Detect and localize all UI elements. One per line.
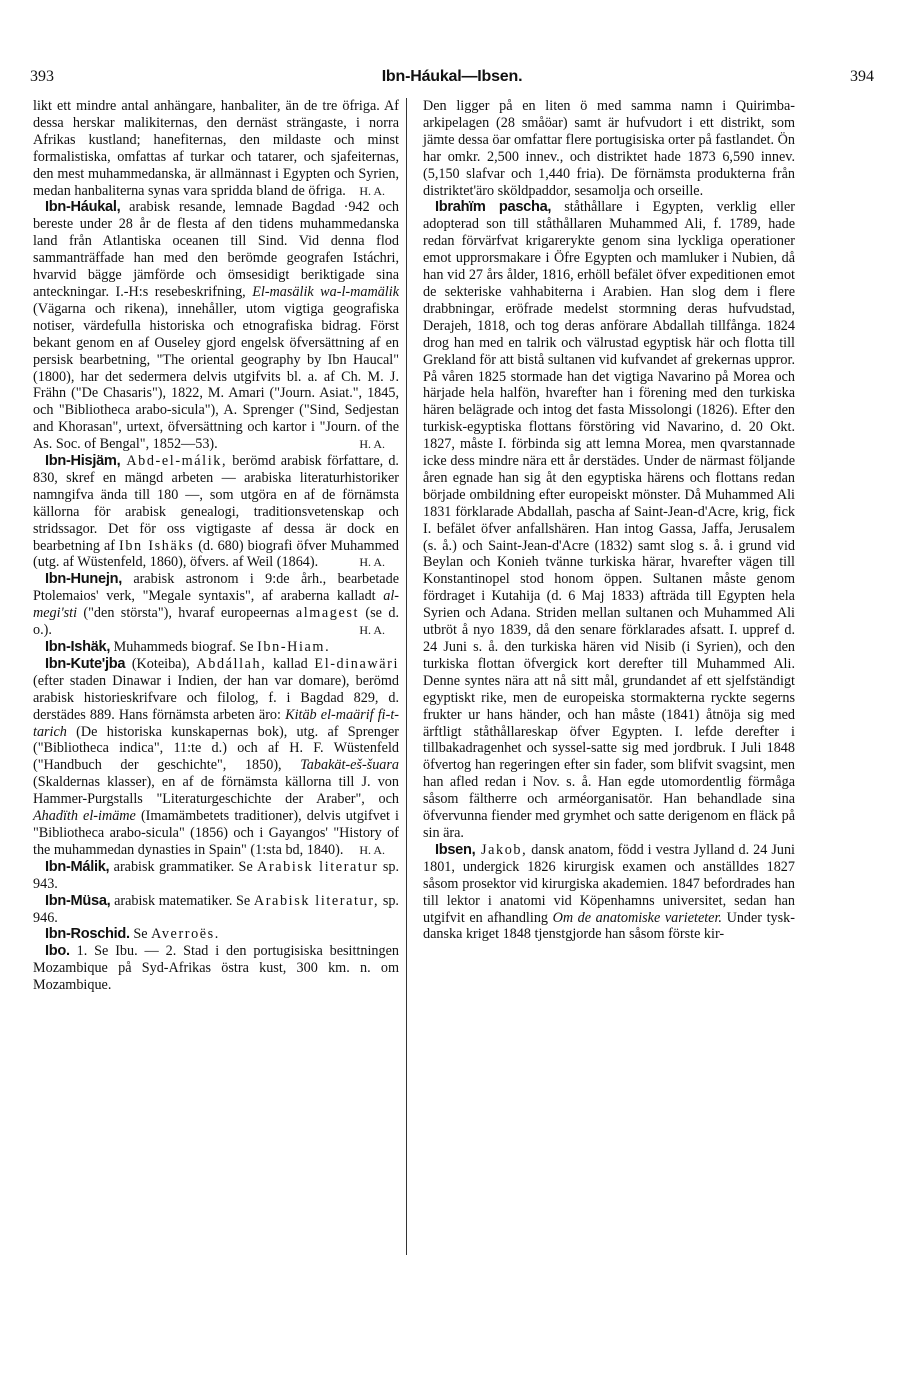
entry-ibn-kutejba xyxy=(33,656,399,859)
entry-text: arabisk grammatiker. Se xyxy=(109,858,258,875)
entry-text: (Imamämbetets traditioner), delvis utgifvet i "Bibliotheca arabo-sicula" (1856) och i Gayangos' "History of the muhammedan dynasties in Spain" (1:sta bd, 1840). xyxy=(33,808,399,858)
entry-text: berömd arabisk författare, d. 830, skref en mängd arbeten — arabiska literaturhistoriker namngifva ända till 180 —, som utgöra en af de förnämsta källorna för arabisk genealogi, traditionsvetenskap och stridssagor. Det för oss vigtigaste af dessa är dock en bearbetning af xyxy=(33,453,399,554)
entry-text: arabisk astronom i 9:de årh., bearbetade Ptolemaios' verk, "Megale syntaxis", af araberna kalladt xyxy=(33,571,399,605)
entry-ibn-malik xyxy=(33,859,399,893)
entry-ibn-hisjam xyxy=(33,453,399,571)
right-page-number: 394 xyxy=(850,68,874,85)
entry-spaced: El-dinawäri xyxy=(314,655,399,672)
paragraph-text: Den ligger på en liten ö med samma namn i Quirimba-arkipelagen (28 småöar) samt är hufvudort i ett distrikt, som jämte dessa öar omfattar flere portugisiska orter på fastlandet. Ön har omkr. 2,500 innev., och distriktet hade 1873 6,590 innev. (5,150 slafvar och 1,440 fria). De förnämsta produkterna från distriktet'äro sköldpaddor, sesamolja och orseille. xyxy=(423,98,795,199)
entry-headword: Ibn-Roschid. xyxy=(45,926,130,943)
continued-paragraph xyxy=(33,98,399,199)
entry-headword: Ibn-Málik, xyxy=(45,858,110,875)
entry-text: Under tysk-danska kriget 1848 tjenstgjorde han såsom förste kir- xyxy=(423,909,795,943)
entry-ibo xyxy=(33,943,399,994)
entry-spaced: Ibn Ishäks xyxy=(119,537,195,554)
entry-text: (De historiska kunskapernas bok), utg. af Sprenger ("Bibliotheca indica", 11:te d.) och af H. F. Wüstenfeld ("Handbuch der geschichte", 1850), xyxy=(33,723,399,774)
entry-text: arabisk matematiker. Se xyxy=(110,892,254,909)
entry-text: kallad xyxy=(266,655,315,672)
author-signature: H. A. xyxy=(359,183,385,198)
entry-text: sp. 943. xyxy=(33,858,399,892)
left-column xyxy=(33,98,399,994)
column-divider xyxy=(406,98,407,1255)
entry-ibrahim-pascha xyxy=(423,199,795,841)
entry-spaced: Jakob, xyxy=(475,841,528,858)
author-signature: H. A. xyxy=(359,623,385,638)
entry-italic: Om de anatomiske varieteter. xyxy=(552,909,722,926)
right-column xyxy=(423,98,795,943)
entry-italic: El-masälik wa-l-mamälik xyxy=(252,283,399,300)
author-signature: H. A. xyxy=(359,437,385,452)
entry-text: (se d. o.). xyxy=(33,605,399,639)
entry-spaced: Averroës. xyxy=(151,926,220,943)
entry-text: (Vägarna och rikena), innehåller, utom vigtiga geografiska notiser, värdefulla historiska och etnografiska bidrag. Först bekant genom en af Ouseley gjord engelsk öfversättning af en persisk bearbetning, "The oriental geography by Ibn Haucal" (1800), har det sedermera delvis utgifvits bl. a. af Ch. M. J. Frähn ("De Chasaris"), 1822, M. Amari ("Journ. Asiat.", 1845, och "Bibliotheca arabo-sicula"), A. Sprenger ("Sind, Sedjestan and Khorasan", urtext, öfversättning och kartor i "Journ. of the As. Soc. of Bengal", 1852—53). xyxy=(33,300,399,453)
entry-italic: Tabakät-eš-šuara xyxy=(300,757,399,774)
entry-text: ("den största"), hvaraf europeernas xyxy=(77,605,296,622)
entry-spaced: almagest xyxy=(295,605,360,622)
entry-ibn-ishak xyxy=(33,639,399,656)
entry-italic: al-megi'sti xyxy=(33,588,399,622)
entry-ibn-hunejn xyxy=(33,571,399,639)
entry-text: sp. 946. xyxy=(33,892,399,926)
entry-headword: Ibn-Hunejn, xyxy=(45,571,122,588)
paragraph-text: likt ett mindre antal anhängare, hanbaliter, än de tre öfriga. Af dessa herskar malikiternas, den dernäst strängaste, i norra Afrikas kustland; hanefiternas, den mildaste och minst formalistiska, omfattas af turkar och tatarer, och sjafeiternas, den mest muhammedanska, är allmännast i Egypten och Syrien, medan hanbaliterna synas vara spridda bland de öfriga. xyxy=(33,98,399,199)
entry-text: (efter staden Dinawar i Indien, der han var domare), berömd arabisk historieskrifvare och filolog, f. i Bagdad 829, d. derstädes 889. Hans förnämsta arbeten äro: xyxy=(33,672,399,723)
entry-headword: Ibn-Kute'jba xyxy=(45,655,126,672)
entry-headword: Ibn-Müsa, xyxy=(45,892,111,909)
entry-headword: Ibrahïm pascha, xyxy=(435,199,552,216)
entry-ibsen-jakob xyxy=(423,842,795,943)
entry-text: ståthållare i Egypten, verklig eller adopterad son till ståthållaren Muhammed Ali, f. 1789, hade redan förvärfvat krigarerykte genom sina lyckliga operationer emot upprorsmakare i Öfre Egypten och mamluker i Nubien, då han vid 27 års ålder, 1816, erhöll befälet öfver expeditionen emot de sekteriske vahhabiterna i Arabien. Han slog dem i flere drabbningar, eröfrade medelst stormning deras hufvudstad, Derajeh, 1818, och tog deras anförare Abdallah tillfånga. 1824 drog han med en talrik och välrustad egyptisk här och flotta till Grekland för att bistå sultanen vid kufvandet af grekernas uppror. På våren 1825 stormade han det vigtiga Navarino på Morea och härjade hela halfön, hvarefter han i förening med den turkiska hären belägrade och intog det fasta Missolongi (1826). Efter den turkisk-egyptiska flottans förstöring vid Navarino, d. 20 Okt. 1827, måste I. förbinda sig att lemna Morea, men qvarstannade icke dess mindre nära ett år derstädes. Under de närmast följande åren egnade han sig åt den egyptiska härens och flottans redan började ombildning efter europeiskt mönster. Då Muhammed Ali 1831 förklarade Abdallah, pascha af Saint-Jean-d'Acre, krig, fick I. befälet öfver anfallshären. Han intog Gassa, Jaffa, Jerusalem (s. å.) och Saint-Jean-d'Acre (1832) samt slog s. å. i grund vid Beylan och Konieh tvänne turkiska härar, hvarefter vägen till Konstantinopel stod honom öppen. Sultanen måste genom fördraget i Kutahija (d. 6 Maj 1833) afträda till Egypten hela Syrien och Adana. Striden mellan sultanen och Muhammed Ali utbröt å nyo 1839, då den senare förklarades afsatt. I. uppref d. 24 Juni s. å. den turkiska hären vid Nisib (i Syrien), och den turkiska flottan öfvergick kort derefter till Muhammed Ali. Denne syntes nära att nå sitt mål, grundandet af ett sjelfständigt egyptiskt rike, men de europeiska stormakterna ryckte segerns frukter ur hans händer, och han måste (1841) åtnöja sig med ärftligt ståthållareskap öfver Egypten. I. lefde derefter i tillbakadragenhet och syssel-satte sig med jordbruk. I Juli 1848 öfvertog han regeringen efter sin fader, som blifvit svagsint, men han afled redan i Nov. s. å. Han egde utomordentlig förmåga såsom fältherre och arméorganisatör. Han behandlade sina öfvervunna fiender med grymhet och satte derigenom en fläck på sin ära. xyxy=(423,199,795,841)
entry-ibn-roschid xyxy=(33,926,399,943)
continued-paragraph xyxy=(423,98,795,199)
entry-text: (Koteiba), xyxy=(125,655,197,672)
entry-spaced: Abdállah, xyxy=(196,655,267,672)
entry-ibn-haukal xyxy=(33,199,399,453)
entry-text: (d. 680) biografi öfver Muhammed (utg. af Wüstenfeld, 1860), öfvers. af Weil (1864). xyxy=(33,537,399,571)
entry-italic: Kitäb el-maärif fi-t-tarich xyxy=(33,706,399,740)
entry-text: Muhammeds biograf. Se xyxy=(110,639,258,655)
entry-spaced: Arabisk literatur xyxy=(257,858,379,875)
entry-spaced: Ibn-Hiam. xyxy=(257,639,331,655)
entry-text: dansk anatom, född i vestra Jylland d. 24 Juni 1801, undergick 1826 kirurgisk examen och anställdes 1827 såsom prosektor vid kirurgiska akademien. 1847 befordrades han till lektor i anatomi vid Köpenhamns universitet, sedan han utgifvit en afhandling xyxy=(423,841,795,926)
entry-italic: Ahadïth el-imäme xyxy=(33,808,136,825)
author-signature: H. A. xyxy=(359,555,385,570)
entry-headword: Ibn-Ishäk, xyxy=(45,639,111,655)
entry-headword: Ibn-Hisjäm, xyxy=(45,453,121,470)
entry-text: arabisk resande, lemnade Bagdad ·942 och bereste under 28 år de flesta af den tidens muhammedanska land från Atlantiska oceanen till Sind. Vid denna flod sammanträffade han med den berömde geografen Istáchri, hvarvid bägge jämförde och ömsesidigt beriktigade sina anteckningar. I.-H:s resebeskrifning, xyxy=(33,199,399,300)
entry-ibn-musa xyxy=(33,893,399,927)
page-header xyxy=(30,68,874,94)
entry-spaced: Arabisk literatur, xyxy=(253,892,380,909)
entry-text: 1. Se Ibu. — 2. Stad i den portugisiska besittningen Mozambique på Syd-Afrikas östra kust, 300 km. n. om Mozambique. xyxy=(33,943,399,994)
entry-headword: Ibn-Háukal, xyxy=(45,199,121,216)
running-title: Ibn-Háukal—Ibsen. xyxy=(381,68,523,85)
entry-headword: Ibo. xyxy=(45,943,70,960)
entry-text: (Skaldernas klasser), en af de förnämsta källorna till J. von Hammer-Purgstalls "Literaturgeschichte der Araber", och xyxy=(33,774,399,808)
left-page-number: 393 xyxy=(30,68,54,85)
entry-spaced: Abd-el-málik, xyxy=(120,453,228,470)
entry-headword: Ibsen, xyxy=(435,841,476,858)
entry-text: Se xyxy=(129,926,152,943)
author-signature: H. A. xyxy=(359,842,385,857)
